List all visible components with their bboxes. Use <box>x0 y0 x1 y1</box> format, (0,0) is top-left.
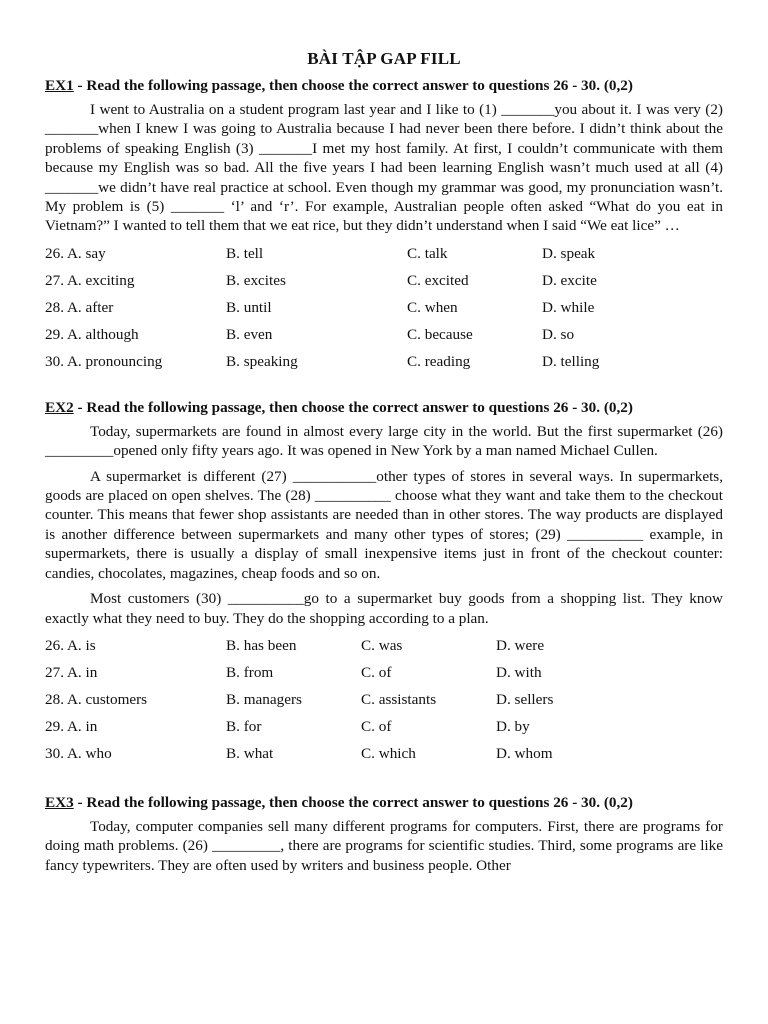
option-b[interactable]: B. what <box>226 744 274 762</box>
exercise-2-tag: EX2 <box>45 398 74 416</box>
option-d[interactable]: D. whom <box>496 744 553 762</box>
option-d[interactable]: D. while <box>542 298 595 316</box>
exercise-1-passage: I went to Australia on a student program last year and I like to (1) _______you about it. I was very (2) _______when I knew I was going to Australia because I had never been there before. I didn’t think about the problems of speaking English (3) _______I met my host family. At first, I couldn’t communicate with them because my English was so bad. All the five years I had been learning English wasn’t much used at all (4) _______we didn’t have real practice at school. Even though my grammar was good, my pronunciation wasn’t. My problem is (5) _______ ‘l’ and ‘r’. For example, Australian people often asked “What do you eat in Vietnam?” I wanted to tell them that we eat rice, but they didn’t understand when I said “We eat lice” … <box>45 101 723 235</box>
option-a[interactable]: 26. A. say <box>45 244 106 262</box>
option-c[interactable]: C. excited <box>407 271 469 289</box>
option-c[interactable]: C. of <box>361 717 392 735</box>
question-row <box>45 294 723 321</box>
question-row <box>45 740 723 767</box>
question-row <box>45 267 723 294</box>
exercise-3-passage: Today, computer companies sell many different programs for computers. First, there are programs for doing math problems. (26) _________, there are programs for scientific studies. Third, some programs are like fancy typewriters. They are often used by writers and business people. Other <box>45 817 723 874</box>
option-c[interactable]: C. assistants <box>361 690 437 708</box>
option-b[interactable]: B. excites <box>226 271 286 289</box>
option-c[interactable]: C. was <box>361 636 403 654</box>
exercise-3-tag: EX3 <box>45 793 74 811</box>
option-d[interactable]: D. excite <box>542 271 597 289</box>
page-title: BÀI TẬP GAP FILL <box>307 49 461 68</box>
question-row <box>45 686 723 713</box>
option-a[interactable]: 28. A. after <box>45 298 114 316</box>
exercise-2-passage-3: Most customers (30) __________go to a supermarket buy goods from a shopping list. They know exactly what they need to buy. They do the shopping according to a plan. <box>45 590 723 627</box>
question-row <box>45 659 723 686</box>
option-d[interactable]: D. sellers <box>496 690 554 708</box>
option-d[interactable]: D. with <box>496 663 542 681</box>
exercise-1-tag: EX1 <box>45 77 74 94</box>
exercise-2 <box>45 398 723 767</box>
option-b[interactable]: B. even <box>226 325 273 343</box>
exercise-2-instruction: - Read the following passage, then choose the correct answer to questions 26 - 30. (0,2) <box>73 398 633 416</box>
option-c[interactable]: C. talk <box>407 244 448 262</box>
option-a[interactable]: 30. A. pronouncing <box>45 352 163 370</box>
question-row <box>45 713 723 740</box>
option-d[interactable]: D. were <box>496 636 545 654</box>
option-b[interactable]: B. speaking <box>226 352 298 370</box>
option-a[interactable]: 26. A. is <box>45 636 96 654</box>
option-b[interactable]: B. tell <box>226 244 264 262</box>
option-a[interactable]: 28. A. customers <box>45 690 148 708</box>
option-a[interactable]: 27. A. in <box>45 663 98 681</box>
option-b[interactable]: B. has been <box>226 636 297 654</box>
option-c[interactable]: C. of <box>361 663 392 681</box>
option-b[interactable]: B. until <box>226 298 272 316</box>
option-c[interactable]: C. when <box>407 298 458 316</box>
exercise-1-instruction: - Read the following passage, then choose the correct answer to questions 26 - 30. (0,2) <box>73 77 633 94</box>
exercise-3 <box>45 793 723 875</box>
question-row <box>45 632 723 659</box>
option-d[interactable]: D. by <box>496 717 530 735</box>
exercise-3-heading <box>45 793 723 813</box>
exercise-1 <box>45 76 723 375</box>
option-b[interactable]: B. from <box>226 663 274 681</box>
exercise-2-heading <box>45 398 723 418</box>
option-c[interactable]: C. which <box>361 744 416 762</box>
option-a[interactable]: 30. A. who <box>45 744 112 762</box>
exercise-3-instruction: - Read the following passage, then choose the correct answer to questions 26 - 30. (0,2) <box>73 793 633 811</box>
exercise-2-passage-1: Today, supermarkets are found in almost every large city in the world. But the first supermarket (26) _________opened only fifty years ago. It was opened in New York by a man named Michael Cullen. <box>45 422 723 460</box>
question-row <box>45 348 723 375</box>
option-a[interactable]: 27. A. exciting <box>45 271 135 289</box>
option-c[interactable]: C. reading <box>407 352 471 370</box>
option-d[interactable]: D. speak <box>542 244 596 262</box>
option-b[interactable]: B. managers <box>226 690 302 708</box>
exercise-1-options <box>45 240 723 375</box>
option-c[interactable]: C. because <box>407 325 473 343</box>
option-d[interactable]: D. telling <box>542 352 600 370</box>
exercise-1-heading <box>45 76 723 96</box>
question-row <box>45 240 723 267</box>
question-row <box>45 321 723 348</box>
option-b[interactable]: B. for <box>226 717 262 735</box>
worksheet-page <box>45 46 723 879</box>
exercise-2-passage-2: A supermarket is different (27) ___________other types of stores in several ways. In supermarkets, goods are placed on open shelves. The (28) __________ choose what they want and take them to the checkout counter. This means that fewer shop assistants are needed than in other stores. The way products are displayed is another difference between supermarkets and many other types of stores; (29) __________ example, in supermarkets, there is usually a display of small inexpensive items just in front of the checkout counter: candies, chocolates, magazines, cheap foods and so on. <box>45 467 723 582</box>
option-a[interactable]: 29. A. although <box>45 325 139 343</box>
exercise-2-options <box>45 632 723 767</box>
option-a[interactable]: 29. A. in <box>45 717 98 735</box>
option-d[interactable]: D. so <box>542 325 575 343</box>
